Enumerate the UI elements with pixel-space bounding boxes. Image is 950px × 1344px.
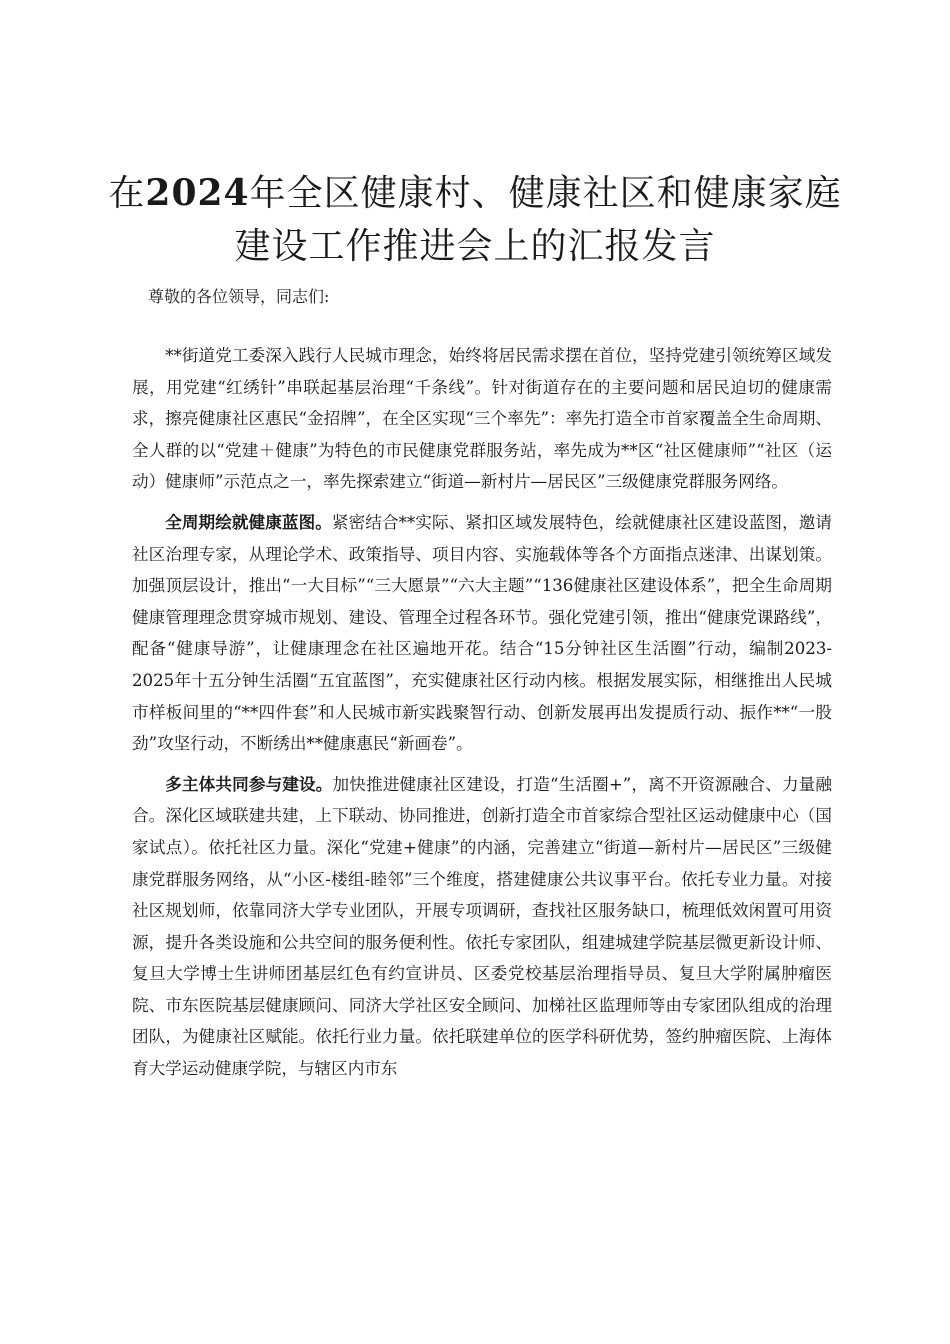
salutation: 尊敬的各位领导，同志们: [148,287,330,306]
paragraph-text: 紧密结合**实际、紧扣区域发展特色，绘就健康社区建设蓝图，邀请社区治理专家，从理论学术、政策指导、项目内容、实施载体等各个方面指点迷津、出谋划策。加强顶层设计，推出“一大目标”“三大愿景”“六大主题”“136健康社区建设体系”，把全生命周期健康管理理念贯穿城市规划、建设、管理全过程各环节。强化党建引领，推出“健康党课路线”，配备“健康导游”，让健康理念在社区遍地开花。结合“15分钟社区生活圈”行动，编制2023-2025年十五分钟生活圈“五宜蓝图”，充实健康社区行动内核。根据发展实际，相继推出人民城市样板间里的“**四件套”和人民城市新实践聚智行动、创新发展再出发提质行动、振作**“一股劲”攻坚行动，不断绣出**健康惠民“新画卷”。 [132,512,833,754]
paragraph-lead-heading: 全周期绘就健康蓝图。 [165,511,332,532]
document-title-line-2: 建设工作推进会上的汇报发言 [234,226,716,267]
document-title-line-1 [100,166,850,221]
title-suffix: 年全区健康村、健康社区和健康家庭 [249,173,842,214]
title-year: 2024 [145,172,250,214]
document-body [132,340,832,1094]
paragraph-text: **街道党工委深入践行人民城市理念，始终将居民需求摆在首位，坚持党建引领统筹区域发展，用党建“红绣针”串联起基层治理“千条线”。针对街道存在的主要问题和居民迫切的健康需求，擦亮健康社区惠民“金招牌”，在全区实现“三个率先”：率先打造全市首家覆盖全生命周期、全人群的以“党建＋健康”为特色的市民健康党群服务站，率先成为**区“社区健康师”“社区（运动）健康师”示范点之一，率先探索建立“街道—新村片—居民区”三级健康党群服务网络。 [132,346,832,492]
paragraph-lead-heading: 多主体共同参与建设。 [165,773,333,794]
paragraph-intro [132,340,832,498]
paragraph-text: 加快推进健康社区建设，打造“生活圈+”，离不开资源融合、力量融合。深化区域联建共建，上下联动、协同推进，创新打造全市首家综合型社区运动健康中心（国家试点）。依托社区力量。深化“党建+健康”的内涵，完善建立“街道—新村片—居民区”三级健康党群服务网络，从“小区-楼组-睦邻”三个维度，搭建健康公共议事平台。依托专业力量。对接社区规划师，依靠同济大学专业团队，开展专项调研，查找社区服务缺口，梳理低效闲置可用资源，提升各类设施和公共空间的服务便利性。依托专家团队，组建城建学院基层微更新设计师、复旦大学博士生讲师团基层红色有约宣讲员、区委党校基层治理指导员、复旦大学附属肿瘤医院、市东医院基层健康顾问、同济大学社区安全顾问、加梯社区监理师等由专家团队组成的治理团队，为健康社区赋能。依托行业力量。依托联建单位的医学科研优势，签约肿瘤医院、上海体育大学运动健康学院，与辖区内市东 [132,774,833,1079]
paragraph-health-blueprint [132,507,832,760]
title-prefix: 在 [108,173,146,214]
paragraph-multi-party-participation [132,769,832,1085]
